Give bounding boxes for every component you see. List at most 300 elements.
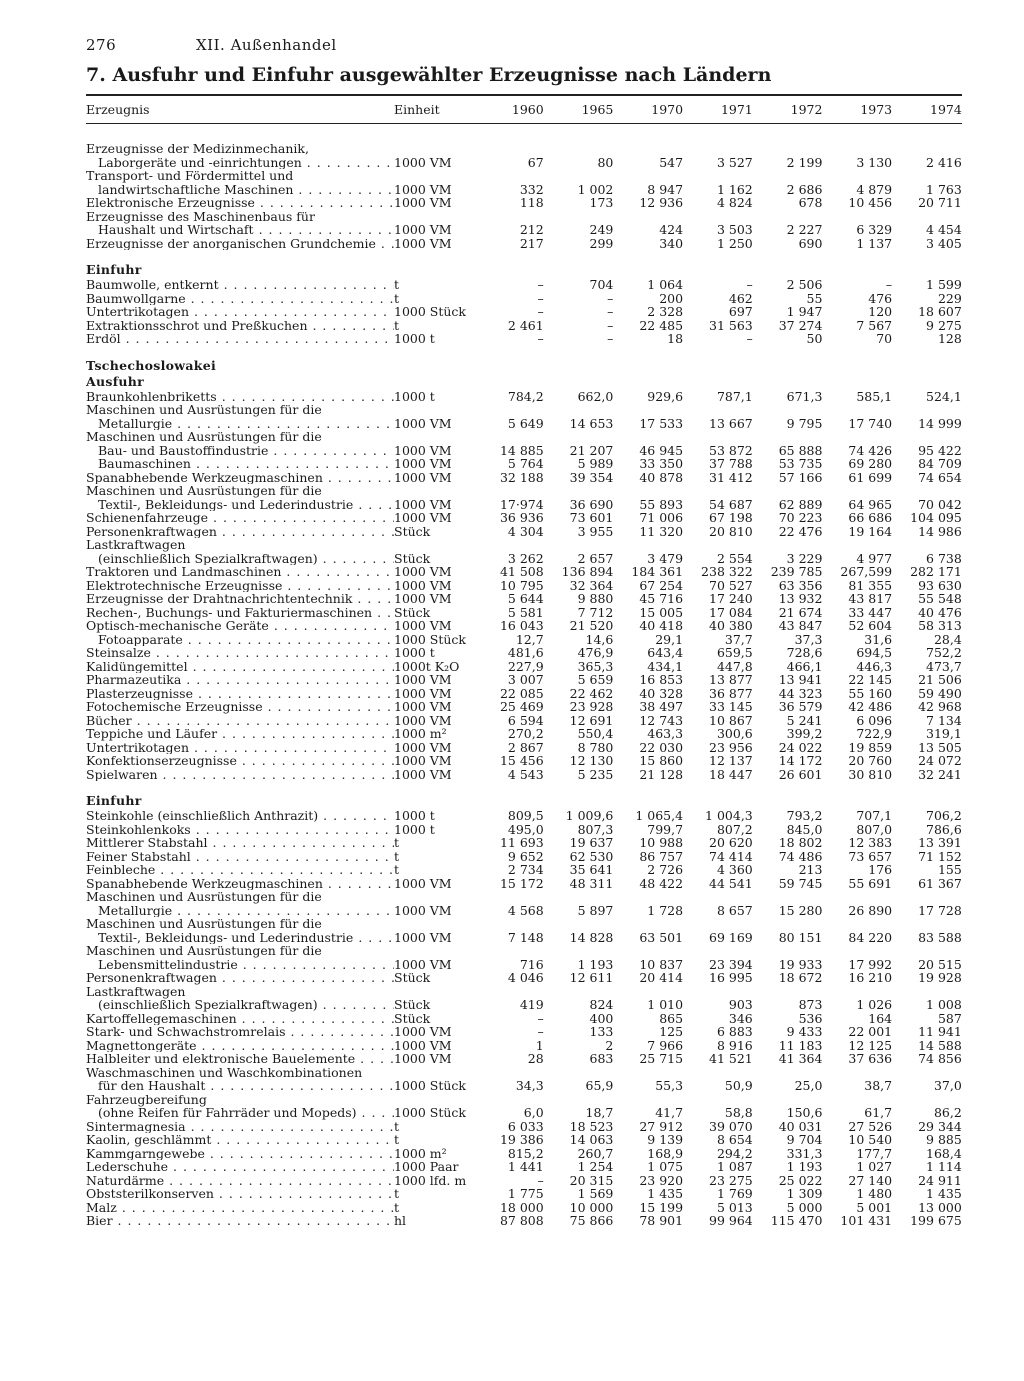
- row-name-line: Schienenfahrzeuge . . .: [86, 511, 394, 525]
- row-name: [86, 836, 394, 850]
- row-value: 6,0: [523, 1105, 544, 1120]
- row-value: 332: [519, 181, 544, 197]
- row-value: 59 490: [918, 685, 962, 701]
- row-value: 1 309: [786, 1186, 823, 1201]
- table-row: [86, 538, 962, 565]
- row-value: 32 241: [918, 766, 962, 782]
- row-value: 55: [806, 290, 823, 306]
- row-value: 9 795: [786, 415, 823, 431]
- row-name-line: Maschinen und Ausrüstungen für die: [86, 944, 322, 958]
- row-value: 25 022: [778, 1172, 823, 1188]
- row-value: 2 726: [647, 862, 684, 877]
- row-unit: 1000 VM: [394, 470, 452, 484]
- row-value: 70 223: [778, 510, 823, 525]
- row-value: 74 654: [918, 469, 962, 485]
- row-value: 12 383: [848, 835, 893, 850]
- row-value: 18 000: [499, 1199, 544, 1215]
- row-name: [86, 727, 394, 741]
- table-row: [86, 850, 962, 864]
- row-value: 10 540: [848, 1132, 893, 1147]
- row-name: [86, 714, 394, 728]
- row-value: 1 441: [507, 1159, 544, 1174]
- row-value: 16 210: [848, 970, 893, 985]
- row-value: 36 936: [499, 510, 544, 525]
- row-value: 6 883: [716, 1024, 753, 1039]
- row-value: 524,1: [926, 388, 962, 404]
- row-name-line: Kalidüngemittel . . .: [86, 660, 394, 674]
- row-name-line: Feiner Stabstahl . . .: [86, 850, 394, 864]
- row-value: 24 072: [918, 753, 962, 768]
- row-value: –: [537, 331, 544, 346]
- row-value: 1 004,3: [705, 808, 753, 823]
- table-row: [86, 1052, 962, 1066]
- row-value: 4 304: [507, 523, 544, 539]
- table-row: [86, 1093, 962, 1120]
- row-name-line: Laborgeräte und -einrichtungen . . .: [86, 156, 394, 170]
- table-row: [86, 660, 962, 674]
- row-unit: 1000 Stück: [394, 632, 466, 646]
- row-value: 15 199: [639, 1199, 684, 1215]
- row-value: 1 599: [926, 277, 962, 292]
- row-value: 473,7: [926, 658, 962, 674]
- row-name: [86, 1066, 394, 1093]
- header-year: 1973: [860, 102, 893, 117]
- row-value: 13 877: [709, 672, 753, 687]
- row-value: 2 461: [507, 317, 544, 333]
- row-value: 52 604: [848, 618, 893, 633]
- row-value: 3 479: [647, 550, 684, 566]
- row-name-line: Maschinen und Ausrüstungen für die: [86, 403, 322, 417]
- row-value: 25 469: [499, 699, 544, 714]
- row-value: 46 945: [639, 442, 684, 458]
- row-value: 19 933: [778, 956, 823, 972]
- row-unit: Stück: [394, 551, 431, 565]
- row-name-lines: [86, 1093, 394, 1120]
- row-value: 2 867: [507, 739, 544, 755]
- row-value: –: [607, 290, 614, 306]
- row-value: 2 199: [786, 154, 823, 170]
- row-unit: hl: [394, 1214, 407, 1228]
- row-value: 807,0: [856, 821, 893, 837]
- row-name-line: Lederschuhe . . .: [86, 1160, 394, 1174]
- section-spacer: [86, 250, 962, 262]
- row-value: 476,9: [577, 645, 614, 660]
- row-value: 26 890: [848, 902, 893, 918]
- row-value: 86,2: [933, 1105, 962, 1120]
- row-value: 11 941: [918, 1024, 962, 1039]
- table-row: [86, 457, 962, 471]
- header-year: 1971: [720, 102, 753, 117]
- row-name: [86, 579, 394, 593]
- row-value: 9 275: [926, 317, 962, 333]
- row-name-line: landwirtschaftliche Maschinen . . .: [86, 183, 394, 197]
- row-name: [86, 592, 394, 606]
- row-value: 807,3: [577, 821, 614, 837]
- header-year: 1972: [790, 102, 823, 117]
- row-name: [86, 332, 394, 346]
- row-value: 463,3: [647, 726, 684, 741]
- row-unit: 1000 VM: [394, 754, 452, 768]
- row-name-line: Mittlerer Stabstahl . . .: [86, 836, 394, 850]
- row-value: 23 956: [709, 739, 753, 755]
- row-value: 1 947: [786, 304, 823, 319]
- row-value: 133: [589, 1024, 614, 1039]
- row-value: 53 735: [778, 456, 823, 471]
- table-row: [86, 1025, 962, 1039]
- row-value: 694,5: [856, 645, 893, 660]
- row-name: [86, 1133, 394, 1147]
- row-unit: 1000 VM: [394, 236, 452, 250]
- table-row: [86, 292, 962, 306]
- row-value: 1 087: [716, 1159, 753, 1174]
- row-name: [86, 278, 394, 292]
- row-value: 17 740: [848, 415, 893, 431]
- row-unit: 1000 VM: [394, 930, 452, 944]
- row-name-lines: [86, 917, 394, 944]
- row-unit: 1000 VM: [394, 1038, 452, 1052]
- row-name-line: Pharmazeutika . . .: [86, 673, 394, 687]
- row-value: 12 936: [639, 195, 684, 210]
- row-unit: 1000 VM: [394, 1025, 452, 1039]
- row-value: 1 114: [926, 1159, 962, 1174]
- row-name-line: Erzeugnisse der Drahtnachrichtentechnik . . .: [86, 592, 394, 606]
- row-value: 1 769: [716, 1186, 753, 1201]
- row-value: 63 356: [778, 577, 823, 593]
- row-value: 19 928: [918, 970, 962, 985]
- row-unit: 1000 VM: [394, 1052, 452, 1066]
- row-value: 44 541: [709, 875, 753, 891]
- row-value: 21 520: [569, 618, 614, 633]
- row-unit: t: [394, 278, 400, 292]
- row-value: 58,8: [724, 1105, 753, 1120]
- row-name: [86, 890, 394, 917]
- row-value: 22 085: [499, 685, 544, 701]
- row-value: 17·974: [499, 496, 544, 512]
- row-name-line: Spanabhebende Werkzeugmaschinen . . .: [86, 471, 394, 485]
- row-value: 21 674: [778, 604, 823, 620]
- row-value: 18,7: [585, 1105, 614, 1120]
- row-value: 21 207: [569, 442, 614, 458]
- row-value: 55 893: [639, 496, 684, 512]
- row-unit: 1000 VM: [394, 511, 452, 525]
- row-value: 1 254: [577, 1159, 614, 1174]
- row-name-line: Feinbleche . . .: [86, 863, 394, 877]
- row-value: 12 743: [639, 712, 684, 728]
- row-value: 873: [798, 997, 823, 1012]
- row-value: 13 391: [918, 835, 962, 850]
- row-unit: 1000 VM: [394, 957, 452, 971]
- row-unit: 1000 VM: [394, 416, 452, 430]
- row-value: –: [607, 331, 614, 346]
- row-name-line: Kammgarngewebe . . .: [86, 1147, 394, 1161]
- row-name: [86, 687, 394, 701]
- row-value: 7 712: [577, 604, 614, 620]
- row-value: 903: [728, 997, 753, 1012]
- table-row: [86, 592, 962, 606]
- row-value: 213: [798, 862, 823, 877]
- row-value: 227,9: [507, 658, 544, 674]
- row-value: 31,6: [864, 631, 893, 647]
- row-name: [86, 169, 394, 196]
- row-value: 93 630: [918, 577, 962, 593]
- row-value: 13 932: [778, 591, 823, 606]
- row-value: 15 172: [499, 875, 544, 891]
- row-name: [86, 971, 394, 985]
- table-row: [86, 1120, 962, 1134]
- row-value: 229: [937, 290, 962, 306]
- row-value: 14 588: [918, 1037, 962, 1053]
- table-row: [86, 754, 962, 768]
- row-value: 1 435: [647, 1186, 684, 1201]
- row-value: 67: [527, 154, 544, 170]
- row-name-line: Lastkraftwagen: [86, 538, 186, 552]
- row-value: 495,0: [507, 821, 544, 837]
- row-value: –: [746, 277, 753, 292]
- row-name-line: Baumwollgarne . . .: [86, 292, 394, 306]
- row-value: 6 033: [507, 1118, 544, 1134]
- row-value: 30 810: [848, 766, 893, 782]
- row-value: 807,2: [716, 821, 753, 837]
- row-unit: Stück: [394, 998, 431, 1012]
- row-name: [86, 430, 394, 457]
- row-value: 61 367: [918, 875, 962, 891]
- row-name-line: Fotochemische Erzeugnisse . . .: [86, 700, 394, 714]
- row-value: 28: [527, 1051, 544, 1066]
- row-name-line: Optisch-mechanische Geräte . . .: [86, 619, 394, 633]
- row-value: 10 988: [639, 835, 684, 850]
- table-row: [86, 606, 962, 620]
- row-unit: t: [394, 849, 400, 863]
- row-name-line: Untertrikotagen . . .: [86, 741, 394, 755]
- row-name-lines: [86, 985, 394, 1012]
- row-value: 4 543: [507, 766, 544, 782]
- row-value: 3 130: [856, 154, 893, 170]
- row-value: 58 313: [918, 618, 962, 633]
- row-value: 239 785: [770, 564, 823, 579]
- row-name: [86, 1201, 394, 1215]
- row-name-line: (ohne Reifen für Fahrräder und Mopeds) . . .: [86, 1106, 394, 1120]
- row-value: 33 447: [848, 604, 893, 620]
- row-name: [86, 768, 394, 782]
- row-value: 40 328: [639, 685, 684, 701]
- row-name: [86, 457, 394, 471]
- row-unit: 1000 VM: [394, 619, 452, 633]
- row-unit: 1000 VM: [394, 155, 452, 169]
- row-value: 5 649: [507, 415, 544, 431]
- row-name: [86, 511, 394, 525]
- row-unit: 1000 t: [394, 332, 435, 346]
- row-unit: Stück: [394, 524, 431, 538]
- section-heading: Ausfuhr: [86, 373, 145, 389]
- row-name-lines: [86, 210, 394, 237]
- row-value: 18 607: [918, 304, 962, 319]
- row-value: 70: [876, 331, 893, 346]
- row-name-line: Baumwolle, entkernt . . .: [86, 278, 394, 292]
- row-unit: 1000 VM: [394, 565, 452, 579]
- row-value: 5 001: [856, 1199, 893, 1215]
- row-value: 400: [589, 1010, 614, 1026]
- row-value: 12 125: [848, 1037, 893, 1053]
- row-value: 36 690: [569, 496, 614, 512]
- row-value: 11 320: [639, 523, 684, 539]
- row-name-line: Spielwaren . . .: [86, 768, 394, 782]
- row-value: 48 422: [639, 875, 684, 891]
- row-value: 5 897: [577, 902, 614, 918]
- row-value: 84 709: [918, 456, 962, 471]
- row-value: 9 139: [647, 1132, 684, 1147]
- row-name-line: (einschließlich Spezialkraftwagen) . . .: [86, 552, 394, 566]
- row-value: –: [537, 1172, 544, 1188]
- row-name-line: Fotoapparate . . .: [86, 633, 394, 647]
- row-value: –: [746, 331, 753, 346]
- row-value: 1 569: [577, 1186, 614, 1201]
- row-value: 43 817: [848, 591, 893, 606]
- row-value: 14 653: [569, 415, 614, 431]
- row-value: 95 422: [918, 442, 962, 458]
- row-value: 1 763: [926, 181, 962, 197]
- row-value: 722,9: [856, 726, 893, 741]
- row-value: 14 999: [918, 415, 962, 431]
- row-value: 37,3: [794, 631, 823, 647]
- header-year: 1974: [930, 102, 962, 117]
- row-value: 168,9: [647, 1145, 684, 1161]
- row-name: [86, 917, 394, 944]
- row-value: 12 137: [709, 753, 753, 768]
- row-unit: 1000 VM: [394, 223, 452, 237]
- row-name-line: Plasterzeugnisse . . .: [86, 687, 394, 701]
- row-name-line: Personenkraftwagen . . .: [86, 971, 394, 985]
- row-value: 678: [798, 195, 823, 210]
- row-unit: 1000 t: [394, 822, 435, 836]
- row-value: 39 354: [569, 469, 614, 485]
- table-body: [86, 142, 962, 1228]
- row-value: 212: [519, 222, 544, 237]
- row-value: 434,1: [647, 658, 684, 674]
- row-value: 9 433: [786, 1024, 823, 1039]
- row-unit: 1000 Stück: [394, 305, 466, 319]
- row-unit: t: [394, 1119, 400, 1133]
- row-name-line: Maschinen und Ausrüstungen für die: [86, 890, 322, 904]
- header-year: 1965: [581, 102, 614, 117]
- row-name: [86, 877, 394, 891]
- row-value: 70 042: [918, 496, 962, 512]
- row-value: 32 188: [499, 469, 544, 485]
- row-value: 33 350: [639, 456, 684, 471]
- row-value: 27 140: [848, 1172, 893, 1188]
- row-value: 43 847: [778, 618, 823, 633]
- row-value: 346: [728, 1010, 753, 1026]
- row-unit: 1000 VM: [394, 673, 452, 687]
- row-value: 447,8: [716, 658, 753, 674]
- row-value: 22 476: [778, 523, 823, 539]
- row-name-lines: [86, 169, 394, 196]
- row-value: 13 941: [778, 672, 823, 687]
- row-name-line: Maschinen und Ausrüstungen für die: [86, 484, 322, 498]
- row-name-lines: [86, 484, 394, 511]
- country-heading: Tschechoslowakei: [86, 357, 217, 373]
- row-value: 1 137: [856, 235, 893, 251]
- row-value: 793,2: [786, 808, 823, 823]
- row-value: 4 360: [716, 862, 753, 877]
- row-value: 14 885: [499, 442, 544, 458]
- table-row: [86, 484, 962, 511]
- row-value: 260,7: [577, 1145, 614, 1161]
- row-value: 104 095: [910, 510, 962, 525]
- row-value: 28,4: [933, 631, 962, 647]
- table-row: [86, 237, 962, 251]
- table-row: [86, 565, 962, 579]
- row-value: 466,1: [786, 658, 823, 674]
- row-value: 37 274: [778, 317, 823, 333]
- row-value: 50,9: [724, 1078, 753, 1093]
- row-value: 399,2: [786, 726, 823, 741]
- row-name-line: Metallurgie . . .: [86, 417, 394, 431]
- row-value: 585,1: [856, 388, 893, 404]
- row-value: 1 008: [926, 997, 962, 1012]
- row-name: [86, 1160, 394, 1174]
- table-row: [86, 169, 962, 196]
- table-row: [86, 1066, 962, 1093]
- row-unit: 1000 Stück: [394, 1106, 466, 1120]
- row-unit: t: [394, 1133, 400, 1147]
- row-value: 74 414: [709, 848, 753, 864]
- row-value: 1 250: [716, 235, 753, 251]
- row-value: 20 620: [709, 835, 753, 850]
- row-value: 55 160: [848, 685, 893, 701]
- row-name-line: Traktoren und Landmaschinen . . .: [86, 565, 394, 579]
- row-name-line: Teppiche und Läufer . . .: [86, 727, 394, 741]
- section-spacer: [86, 346, 962, 358]
- row-unit: 1000 VM: [394, 876, 452, 890]
- row-value: 1 193: [577, 956, 614, 972]
- row-name-line: Waschmaschinen und Waschkombinationen: [86, 1065, 363, 1080]
- table-row: [86, 525, 962, 539]
- table-row: [86, 471, 962, 485]
- row-unit: 1000 VM: [394, 182, 452, 196]
- row-name: [86, 390, 394, 404]
- row-value: 2 328: [647, 304, 684, 319]
- row-value: 5 989: [577, 456, 614, 471]
- row-name-line: Untertrikotagen . . .: [86, 305, 394, 319]
- row-value: 86 757: [639, 848, 684, 864]
- row-unit: 1000 m²: [394, 1146, 447, 1160]
- row-value: 3 503: [716, 222, 753, 237]
- table-row: [86, 142, 962, 169]
- row-value: 300,6: [716, 726, 753, 741]
- row-value: 697: [728, 304, 753, 319]
- row-value: 15 456: [499, 753, 544, 768]
- row-name: [86, 1187, 394, 1201]
- table-row: [86, 714, 962, 728]
- row-value: 37 636: [848, 1051, 893, 1066]
- page-number: 276: [86, 36, 117, 54]
- row-value: 14,6: [585, 631, 614, 647]
- row-value: 31 563: [709, 317, 753, 333]
- row-value: 662,0: [577, 388, 614, 404]
- row-unit: t: [394, 836, 400, 850]
- row-value: 786,6: [926, 821, 962, 837]
- row-value: 690: [798, 235, 823, 251]
- row-value: 63 501: [639, 929, 684, 945]
- row-name: [86, 823, 394, 837]
- row-value: 845,0: [786, 821, 823, 837]
- row-name: [86, 985, 394, 1012]
- row-value: 1 064: [647, 277, 684, 292]
- row-value: 83 588: [918, 929, 962, 945]
- row-value: 13 000: [918, 1199, 962, 1215]
- table-row: [86, 579, 962, 593]
- row-value: 282 171: [910, 564, 962, 579]
